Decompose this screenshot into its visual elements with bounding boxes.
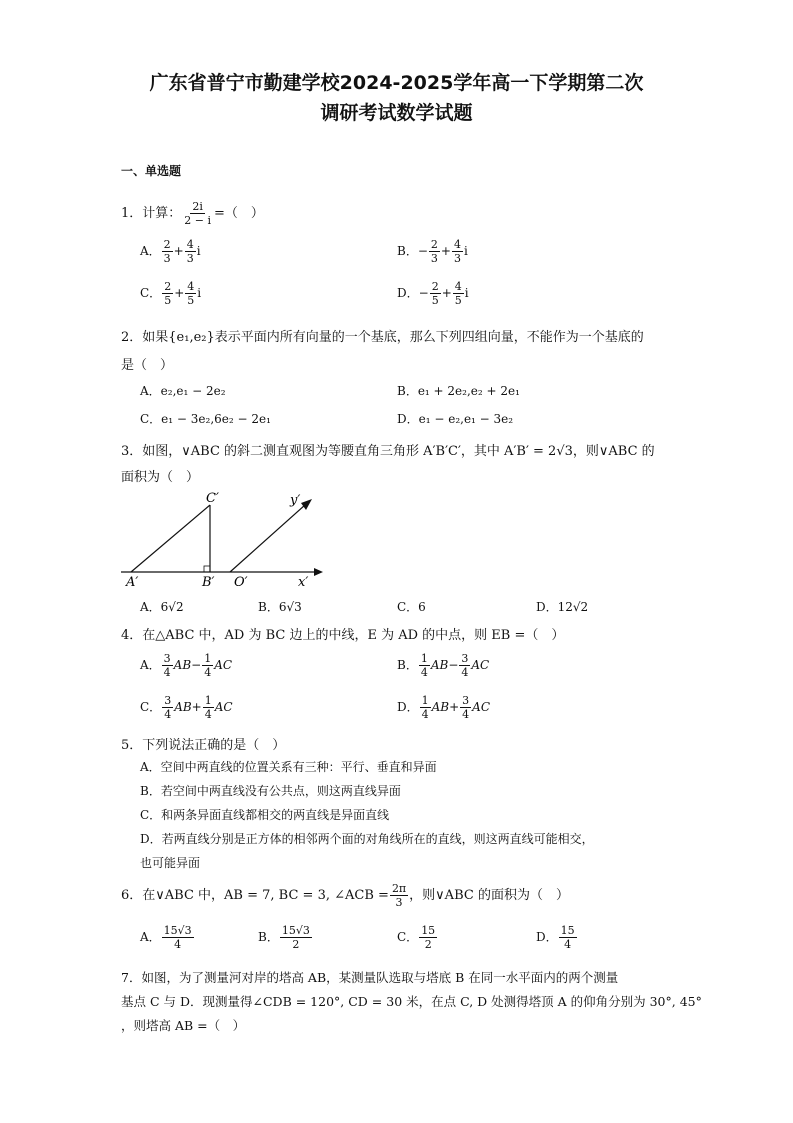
label-a-prime: A′ bbox=[126, 575, 139, 588]
segment-a-c bbox=[131, 505, 210, 572]
q6-option-d[interactable]: D． $\frac{15}{4}$ bbox=[536, 924, 575, 951]
q5-option-b[interactable]: B．若空间中两直线没有公共点，则这两直线异面 bbox=[140, 784, 401, 798]
q5-option-c[interactable]: C．和两条异面直线都相交的两直线是异面直线 bbox=[140, 808, 390, 822]
question-6-stem: 6．在∨ABC 中，AB = 7, BC = 3, ∠ACB = $\frac{2\pi}{3}$ ，则∨ABC 的面积为（ ） bbox=[121, 882, 569, 909]
question-5-stem: 5．下列说法正确的是（ ） bbox=[121, 738, 286, 753]
label-x-prime: x′ bbox=[298, 575, 309, 588]
question-3-line1: 3．如图，∨ABC 的斜二测直观图为等腰直角三角形 A′B′C′，其中 A′B′ = 2√3，则∨ABC 的 bbox=[121, 444, 655, 459]
label-b-prime: B′ bbox=[202, 575, 215, 588]
q1-fraction: $\frac{2i}{2 - i}$ bbox=[184, 200, 212, 227]
question-7-line2: 基点 C 与 D．现测量得∠CDB = 120°, CD = 30 米，在点 C, D 处测得塔顶 A 的仰角分别为 30°, 45° bbox=[121, 994, 702, 1009]
q6-option-a[interactable]: A． $\frac{15√3}{4}$ bbox=[140, 924, 192, 951]
q3-option-b[interactable]: B．6√3 bbox=[258, 600, 302, 614]
q4-option-d[interactable]: D． $\frac{1}{4}$ AB+ $\frac{3}{4}$ AC bbox=[397, 694, 491, 721]
q3-option-c[interactable]: C．6 bbox=[397, 600, 426, 614]
label-y-prime: y′ bbox=[290, 493, 301, 508]
oblique-projection-diagram bbox=[118, 488, 328, 588]
q1-option-a[interactable]: A． $\frac{2}{3}$ + $\frac{4}{3}$ i bbox=[140, 238, 201, 265]
right-angle-mark bbox=[204, 566, 210, 572]
q2-option-b[interactable]: B．e₁ + 2e₂,e₂ + 2e₁ bbox=[397, 384, 520, 398]
q1-option-c[interactable]: C． $\frac{2}{5}$ + $\frac{4}{5}$ i bbox=[140, 280, 202, 307]
q2-option-d[interactable]: D．e₁ − e₂,e₁ − 3e₂ bbox=[397, 412, 514, 426]
q1-option-d[interactable]: D．− $\frac{2}{5}$ + $\frac{4}{5}$ i bbox=[397, 280, 469, 307]
label-o-prime: O′ bbox=[234, 575, 248, 588]
y-axis-line bbox=[230, 505, 305, 572]
label-c-prime: C′ bbox=[206, 491, 219, 506]
q2-option-a[interactable]: A．e₂,e₁ − 2e₂ bbox=[140, 384, 226, 398]
q4-option-b[interactable]: B． $\frac{1}{4}$ AB− $\frac{3}{4}$ AC bbox=[397, 652, 490, 679]
q5-option-a[interactable]: A．空间中两直线的位置关系有三种：平行、垂直和异面 bbox=[140, 760, 437, 774]
q5-option-d-line2: 也可能异面 bbox=[140, 856, 201, 870]
document-title-line1: 广东省普宁市勤建学校2024-2025学年高一下学期第二次 bbox=[149, 72, 644, 94]
question-7-line3: ，则塔高 AB =（ ） bbox=[121, 1018, 246, 1033]
q6-option-b[interactable]: B． $\frac{15√3}{2}$ bbox=[258, 924, 310, 951]
question-4-stem: 4．在△ABC 中，AD 为 BC 边上的中线，E 为 AD 的中点，则 EB =（ ） bbox=[121, 628, 565, 643]
q2-option-c[interactable]: C．e₁ − 3e₂,6e₂ − 2e₁ bbox=[140, 412, 271, 426]
question-1-stem: 1．计算： $\frac{2i}{2 - i}$ =（ ） bbox=[121, 200, 264, 227]
section-heading: 一、单选题 bbox=[121, 164, 182, 178]
x-axis-arrow bbox=[314, 568, 323, 576]
q5-option-d-line1[interactable]: D．若两直线分别是正方体的相邻两个面的对角线所在的直线，则这两直线可能相交， bbox=[140, 832, 594, 846]
y-axis-arrow bbox=[301, 499, 312, 510]
question-7-line1: 7．如图，为了测量河对岸的塔高 AB，某测量队选取与塔底 B 在同一水平面内的两个测量 bbox=[121, 970, 619, 985]
q1-option-b[interactable]: B．− $\frac{2}{3}$ + $\frac{4}{3}$ i bbox=[397, 238, 468, 265]
q6-option-c[interactable]: C． $\frac{15}{2}$ bbox=[397, 924, 436, 951]
question-3-line2: 面积为（ ） bbox=[121, 470, 200, 485]
q3-option-d[interactable]: D．12√2 bbox=[536, 600, 589, 614]
question-2-line1: 2．如果{e₁,e₂}表示平面内所有向量的一个基底，那么下列四组向量，不能作为一个基底的 bbox=[121, 330, 644, 345]
q4-option-a[interactable]: A． $\frac{3}{4}$ AB− $\frac{1}{4}$ AC bbox=[140, 652, 233, 679]
q3-option-a[interactable]: A．6√2 bbox=[140, 600, 184, 614]
document-title-line2: 调研考试数学试题 bbox=[320, 102, 473, 124]
q4-option-c[interactable]: C． $\frac{3}{4}$ AB+ $\frac{1}{4}$ AC bbox=[140, 694, 233, 721]
question-2-line2: 是（ ） bbox=[121, 358, 174, 373]
